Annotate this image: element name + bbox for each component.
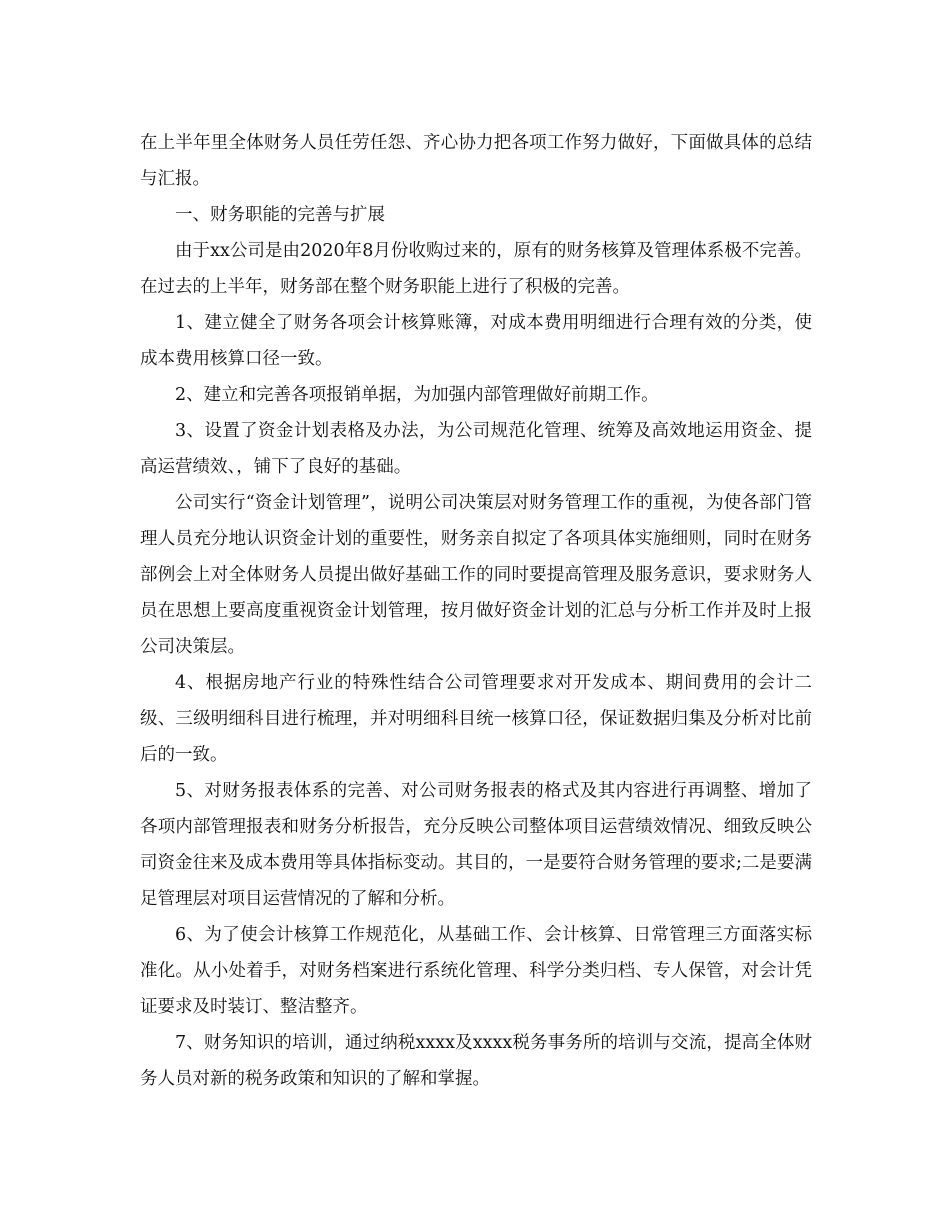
paragraph-background: 由于xx公司是由2020年8月份收购过来的，原有的财务核算及管理体系极不完善。在过去的上半年，财务部在整个财务职能上进行了积极的完善。 — [140, 241, 812, 297]
paragraph-item-1: 1、建立健全了财务各项会计核算账簿，对成本费用明细进行合理有效的分类，使成本费用核算口径一致。 — [140, 313, 812, 369]
paragraph-item-6: 6、为了使会计核算工作规范化，从基础工作、会计核算、日常管理三方面落实标准化。从小处着手，对财务档案进行系统化管理、科学分类归档、专人保管，对会计凭证要求及时装订、整洁整齐。 — [140, 925, 812, 1017]
paragraph-item-3: 3、设置了资金计划表格及办法，为公司规范化管理、统筹及高效地运用资金、提高运营绩效、，铺下了良好的基础。 — [140, 421, 812, 477]
paragraph-item-4: 4、根据房地产行业的特殊性结合公司管理要求对开发成本、期间费用的会计二级、三级明细科目进行梳理，并对明细科目统一核算口径，保证数据归集及分析对比前后的一致。 — [140, 673, 812, 765]
section-heading: 一、财务职能的完善与扩展 — [175, 205, 385, 225]
paragraph-fund-plan: 公司实行“资金计划管理”，说明公司决策层对财务管理工作的重视，为使各部门管理人员充分地认识资金计划的重要性，财务亲自拟定了各项具体实施细则，同时在财务部例会上对全体财务人员提出做好基础工作的同时要提高管理及服务意识，要求财务人员在思想上要高度重视资金计划管理，按月做好资金计划的汇总与分析工作并及时上报公司决策层。 — [140, 493, 812, 657]
document-body — [140, 125, 812, 1097]
paragraph-intro-continuation: 在上半年里全体财务人员任劳任怨、齐心协力把各项工作努力做好，下面做具体的总结与汇报。 — [140, 133, 812, 189]
paragraph-item-5: 5、对财务报表体系的完善、对公司财务报表的格式及其内容进行再调整、增加了各项内部管理报表和财务分析报告，充分反映公司整体项目运营绩效情况、细致反映公司资金往来及成本费用等具体指标变动。其目的，一是要符合财务管理的要求;二是要满足管理层对项目运营情况的了解和分析。 — [140, 781, 812, 909]
paragraph-item-2: 2、建立和完善各项报销单据，为加强内部管理做好前期工作。 — [175, 385, 659, 405]
paragraph-item-7: 7、财务知识的培训，通过纳税xxxx及xxxx税务事务所的培训与交流，提高全体财务人员对新的税务政策和知识的了解和掌握。 — [140, 1033, 812, 1089]
